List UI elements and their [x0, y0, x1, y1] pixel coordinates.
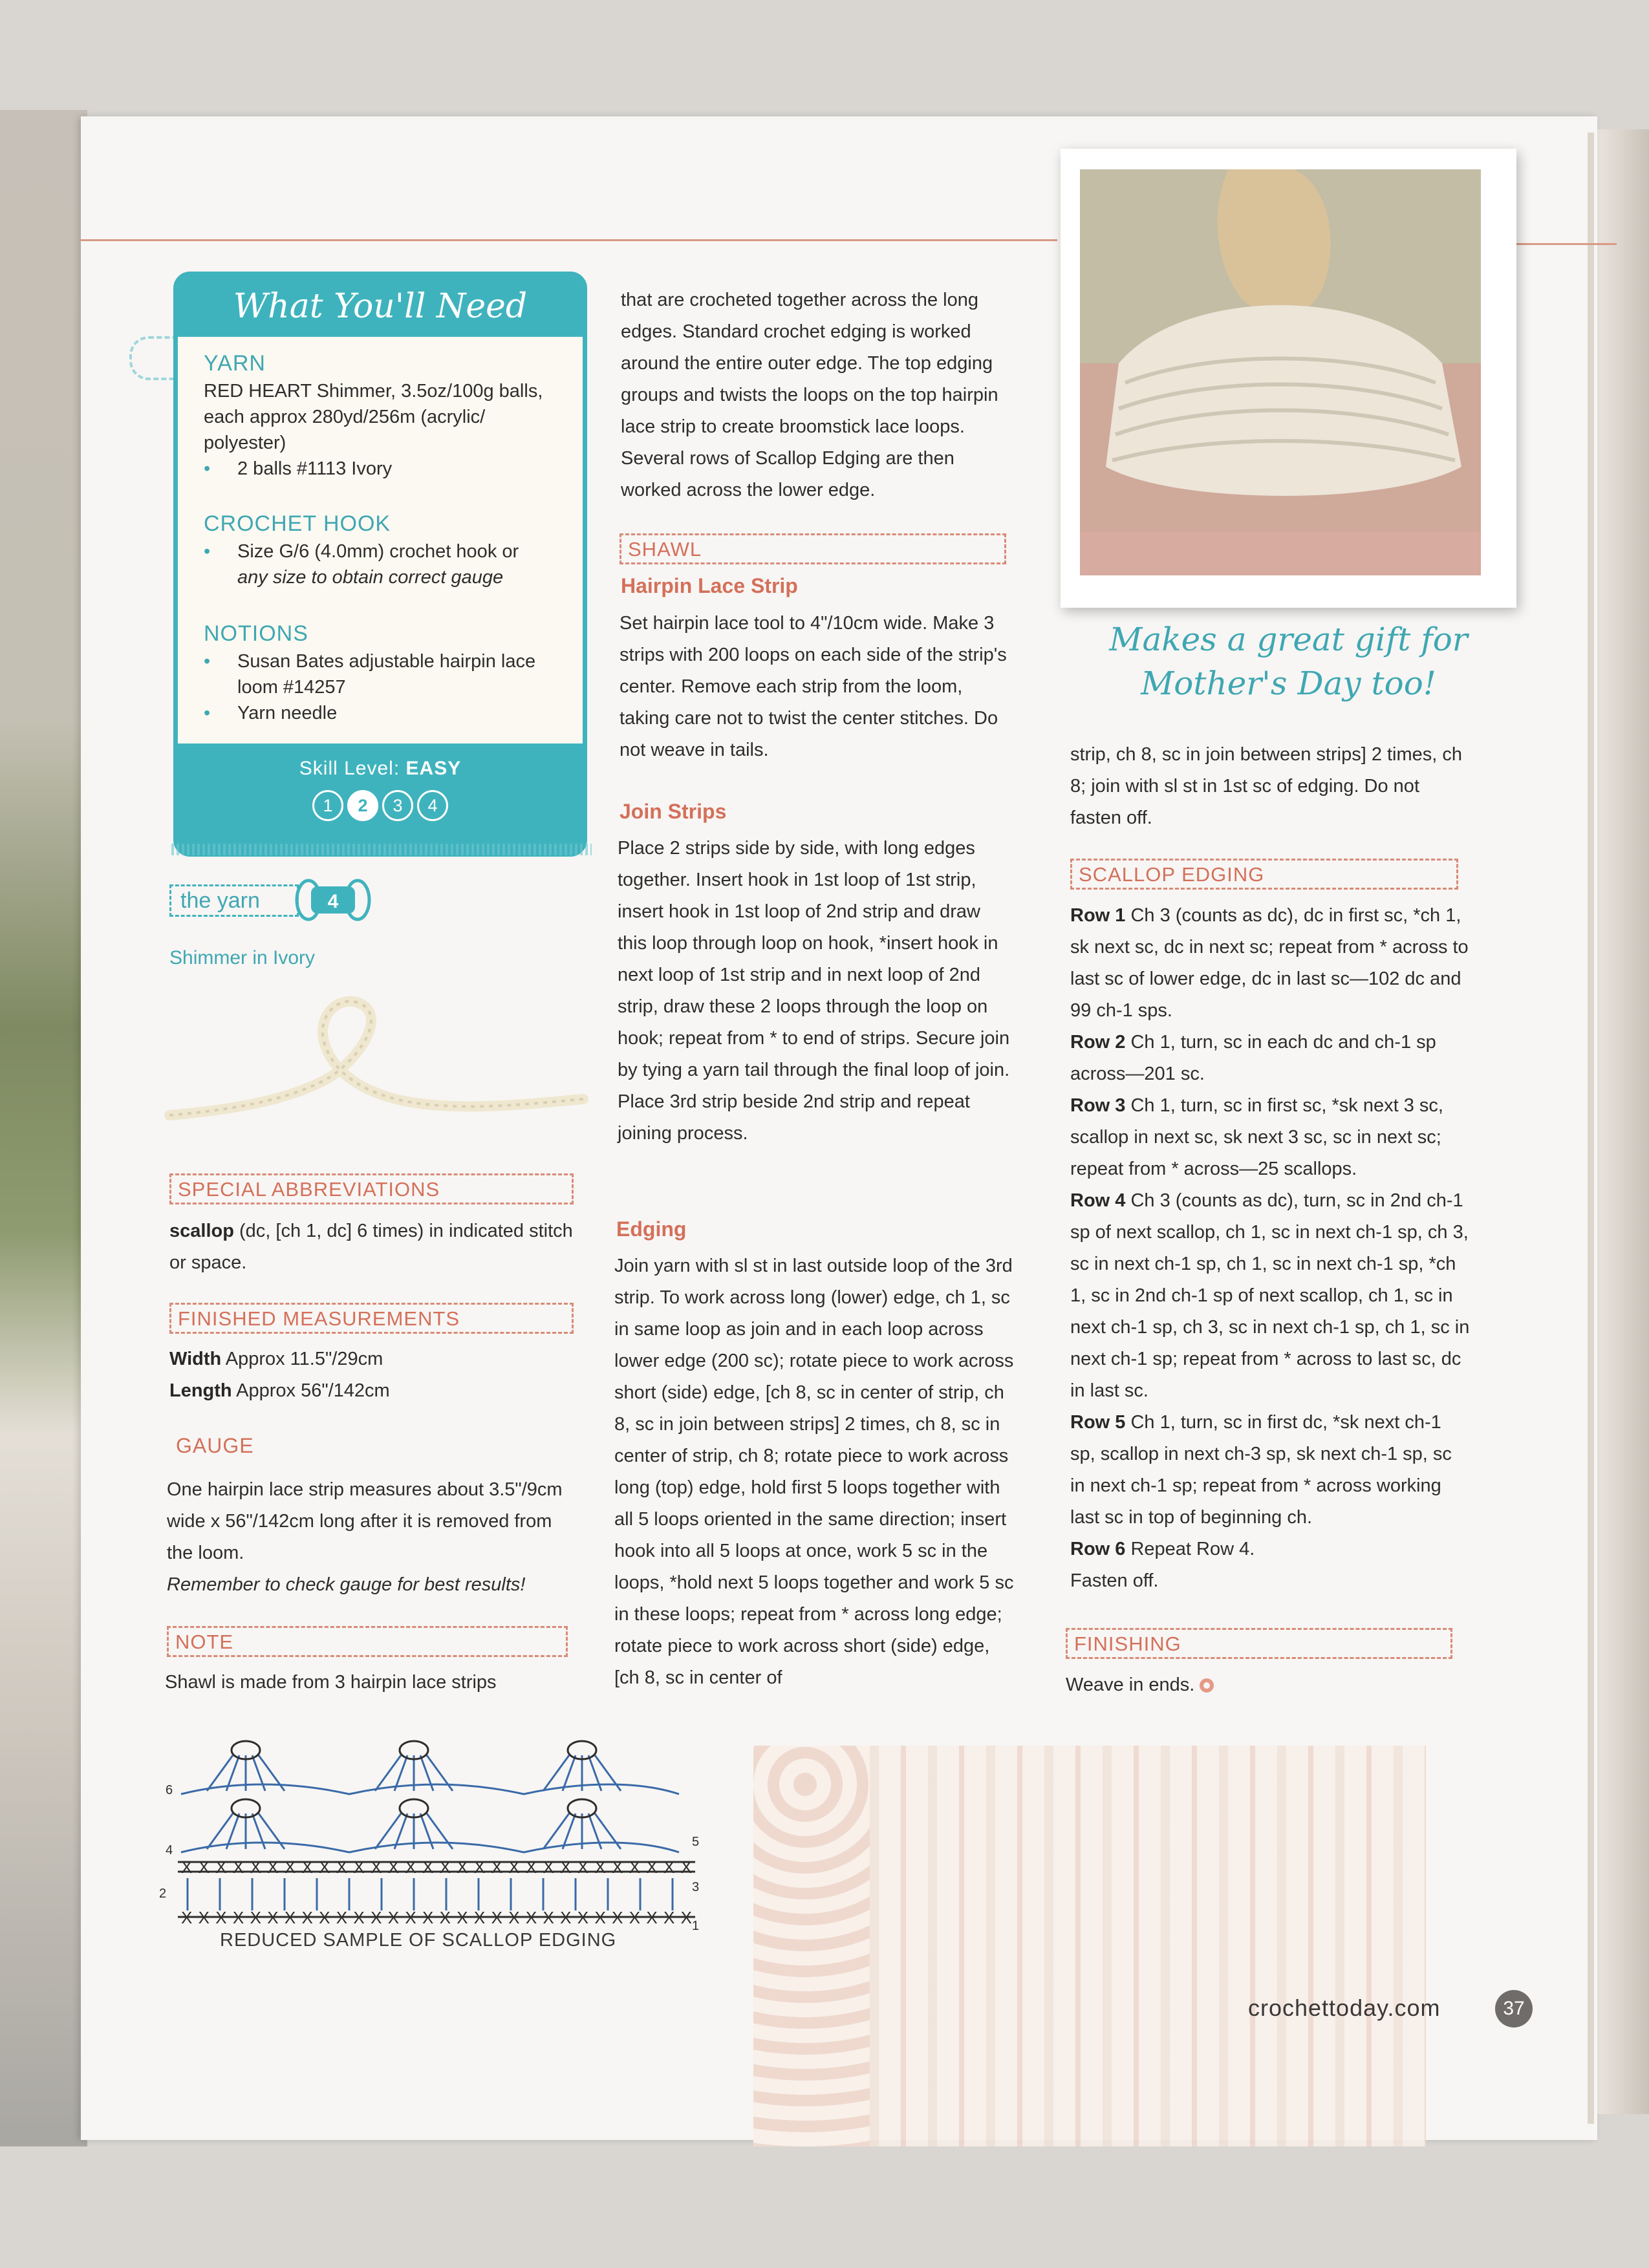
- diagram-caption: REDUCED SAMPLE OF SCALLOP EDGING: [220, 1930, 617, 1951]
- row-2-text: Ch 1, turn, sc in each dc and ch-1 sp across—201 sc.: [1070, 1032, 1436, 1084]
- quote-line-1: Makes a great gift for: [1109, 621, 1468, 658]
- continued-text: strip, ch 8, sc in join between strips] 2 times, ch 8; join with sl st in 1st sc of edging. Do not fasten off.: [1070, 744, 1463, 828]
- diagram-row-3: 3: [692, 1880, 700, 1894]
- length-value: Approx 56"/142cm: [236, 1380, 390, 1401]
- skill-label-text: Skill Level:: [299, 758, 400, 779]
- the-yarn-label: the yarn: [169, 884, 299, 917]
- svg-text:XXXXXXXXXXXXXXXXXXXXXXXXXXXXXX: XXXXXXXXXXXXXXXXXXXXXXXXXXXXXX: [181, 1857, 693, 1877]
- end-mark-icon: [1200, 1678, 1214, 1693]
- join-text-block: [618, 833, 1012, 1150]
- row-3-label: Row 3: [1070, 1095, 1126, 1116]
- join-strips-heading: Join Strips: [620, 800, 727, 823]
- skill-circle-1: 1: [312, 790, 343, 821]
- row-4-label: Row 4: [1070, 1190, 1126, 1211]
- diagram-row-6: 6: [166, 1783, 173, 1797]
- intro-text: that are crocheted together across the long edges. Standard crochet edging is worked around the entire outer edge. The top edging groups and twists the loops on the top hairpin lace strip to create broomstick lace loops. Several rows of Scallop Edging are then worked across the lower edge.: [621, 290, 998, 500]
- skill-circle-4: 4: [417, 790, 448, 821]
- finishing-header: FINISHING: [1066, 1628, 1452, 1659]
- row-6-label: Row 6: [1070, 1539, 1126, 1559]
- scallop-edging-header: SCALLOP EDGING: [1070, 859, 1458, 890]
- scallop-term: scallop: [169, 1221, 234, 1241]
- yarn-bullet-text: 2 balls #1113 Ivory: [237, 458, 393, 479]
- finishing-text: Weave in ends.: [1066, 1674, 1195, 1695]
- gift-quote: [1061, 617, 1516, 705]
- hook-title: CROCHET HOOK: [204, 511, 391, 536]
- row-4: [1070, 1185, 1471, 1407]
- hairpin-lace-strip-heading: Hairpin Lace Strip: [621, 574, 798, 597]
- row-1-label: Row 1: [1070, 905, 1126, 926]
- scallop-definition: [169, 1215, 583, 1279]
- row-2-label: Row 2: [1070, 1032, 1126, 1053]
- gauge-text: One hairpin lace strip measures about 3.5"/9cm wide x 56"/142cm long after it is removed from the loom.: [167, 1479, 563, 1563]
- join-text-2: Place 3rd strip beside 2nd strip and repeat joining process.: [618, 1091, 970, 1144]
- yarn-weight-number: 4: [327, 891, 339, 912]
- hook-bullet-italic: any size to obtain correct gauge: [237, 567, 504, 588]
- row-5-text: Ch 1, turn, sc in first dc, *sk next ch-1 sp, scallop in next ch-3 sp, sk next ch-1 sp, sc in next ch-1 sp; repeat from * across working last sc in top of beginning ch.: [1070, 1412, 1452, 1528]
- width-value: Approx 11.5"/29cm: [225, 1349, 383, 1369]
- yarn-title: YARN: [204, 351, 266, 376]
- svg-text:XXXXXXXXXXXXXXXXXXXXXXXXXXXXXX: XXXXXXXXXXXXXXXXXXXXXXXXXXXXXX: [181, 1908, 693, 1927]
- note-header: NOTE: [167, 1626, 568, 1657]
- row-5-label: Row 5: [1070, 1412, 1126, 1433]
- finished-measurements-header: FINISHED MEASUREMENTS: [169, 1303, 574, 1334]
- hairpin-text: Set hairpin lace tool to 4"/10cm wide. Make 3 strips with 200 loops on each side of the strip's center. Remove each strip from the loom, taking care not to twist the center stitches. Do not weave in tails.: [620, 613, 1007, 760]
- special-abbreviations-header: SPECIAL ABBREVIATIONS: [169, 1173, 574, 1204]
- yarn-bullet: [204, 456, 566, 482]
- row-3-text: Ch 1, turn, sc in first sc, *sk next 3 sc, scallop in next sc, sk next 3 sc, sc in next sc; repeat from * across—25 scallops.: [1070, 1095, 1443, 1179]
- top-rule: [81, 239, 1057, 241]
- skill-level-footer: [178, 744, 583, 852]
- skill-level-label: [178, 758, 583, 780]
- skill-level-value: EASY: [405, 758, 462, 779]
- notions-title: NOTIONS: [204, 621, 308, 646]
- swatch-scallop-edge: [753, 1746, 870, 2146]
- row-1: [1070, 900, 1471, 1027]
- box-dashed-border: [171, 844, 592, 855]
- gauge-italic: Remember to check gauge for best results!: [167, 1574, 526, 1595]
- yarn-weight-badge-icon: [294, 877, 372, 923]
- skill-level-circles: [178, 790, 583, 821]
- gauge-text-block: [167, 1474, 568, 1601]
- page-edge: [1588, 133, 1594, 2124]
- model-shawl-photo: [1080, 169, 1481, 575]
- row-5: [1070, 1407, 1471, 1534]
- notions-bullet-1: • Susan Bates adjustable hairpin lace loom #14257: [204, 648, 566, 700]
- fasten-off: Fasten off.: [1070, 1570, 1159, 1591]
- diagram-row-5: 5: [692, 1835, 700, 1849]
- yarn-section: [204, 348, 566, 482]
- yarn-strand-image: [169, 992, 583, 1128]
- scallop-rows: [1070, 900, 1471, 1597]
- edging-text: Join yarn with sl st in last outside loop of the 3rd strip. To work across long (lower) edge, ch 1, sc in same loop as join and in each loop across lower edge (200 sc); rotate piece to work across short (side) edge, [ch 8, sc in center of strip, ch 8, sc in join between strips] 2 times, ch 8, sc in center of strip, ch 8; rotate piece to work across long (top) edge, hold first 5 loops together with all 5 loops oriented in the same direction; insert hook into all 5 loops at once, work 5 sc in the loops, *hold next 5 loops together and work 5 sc in these loops; repeat from * across long edge; rotate piece to work across short (side) edge, [ch 8, sc in center of: [614, 1256, 1014, 1688]
- width-line: [169, 1343, 583, 1375]
- edging-heading: Edging: [616, 1217, 687, 1241]
- row-3: [1070, 1090, 1471, 1185]
- hook-bullet: [204, 539, 566, 590]
- what-you-need-title: What You'll Need: [178, 276, 583, 337]
- top-rule-right: [1510, 243, 1617, 245]
- row-4-text: Ch 3 (counts as dc), turn, sc in 2nd ch-1 sp of next scallop, ch 1, sc in next ch-1 sp, ch 3, sc in next ch-1 sp, ch 1, sc in next ch-1 sp, *ch 1, sc in 2nd ch-1 sp of next scallop, ch 1, sc in next ch-1 sp, ch 3, sc in next ch-1 sp, ch 1, sc in next ch-1 sp; repeat from * across to last sc, dc in last sc.: [1070, 1190, 1470, 1401]
- scallop-def: (dc, [ch 1, dc] 6 times) in indicated stitch or space.: [169, 1221, 573, 1273]
- gauge-header: GAUGE: [176, 1434, 254, 1457]
- note-text: Shawl is made from 3 hairpin lace strips: [165, 1672, 497, 1693]
- quote-line-2: Mother's Day too!: [1141, 665, 1436, 702]
- finishing-line: [1066, 1669, 1454, 1701]
- measurements: [169, 1343, 583, 1407]
- scallop-edging-stitch-diagram: [159, 1736, 711, 1933]
- width-label: Width: [169, 1349, 222, 1369]
- hook-section: [204, 509, 566, 590]
- join-text-1: Place 2 strips side by side, with long edges together. Insert hook in 1st loop of 1st strip, insert hook in 1st loop of 2nd strip and draw this loop through loop on hook, *insert hook in next loop of 1st strip and in next loop of 2nd strip, draw these 2 loops through the loop on hook; repeat from * to end of strips. Secure join by tying a yarn tail through the final loop of join.: [618, 838, 1010, 1080]
- what-you-need-box: [173, 272, 587, 857]
- skill-circle-3: 3: [382, 790, 413, 821]
- scan-background-right: [1591, 129, 1649, 2114]
- scan-background-left: [0, 110, 87, 2146]
- skill-circle-2: 2: [347, 790, 378, 821]
- shawl-header: SHAWL: [620, 533, 1006, 564]
- row-2: [1070, 1027, 1471, 1090]
- length-label: Length: [169, 1380, 232, 1401]
- yarn-name: Shimmer in Ivory: [169, 947, 316, 968]
- row-1-text: Ch 3 (counts as dc), dc in first sc, *ch 1, sk next sc, dc in next sc; repeat from * across to last sc of lower edge, dc in last sc—102 dc and 99 ch-1 sps.: [1070, 905, 1469, 1021]
- row-6-text: Repeat Row 4.: [1130, 1539, 1255, 1559]
- hook-bullet-text: Size G/6 (4.0mm) crochet hook or: [237, 541, 519, 562]
- yarn-description: RED HEART Shimmer, 3.5oz/100g balls, each approx 280yd/256m (acrylic/ polyester): [204, 381, 543, 453]
- footer-url[interactable]: crochettoday.com: [1248, 1995, 1441, 2021]
- length-line: [169, 1375, 583, 1407]
- diagram-row-4: 4: [166, 1843, 173, 1857]
- notions-section: [204, 619, 566, 726]
- diagram-row-1: 1: [692, 1919, 700, 1933]
- row-6: [1070, 1534, 1471, 1565]
- page-number: 37: [1495, 1990, 1533, 2027]
- notions-bullet-2: • Yarn needle: [204, 700, 566, 726]
- diagram-row-2: 2: [159, 1887, 167, 1901]
